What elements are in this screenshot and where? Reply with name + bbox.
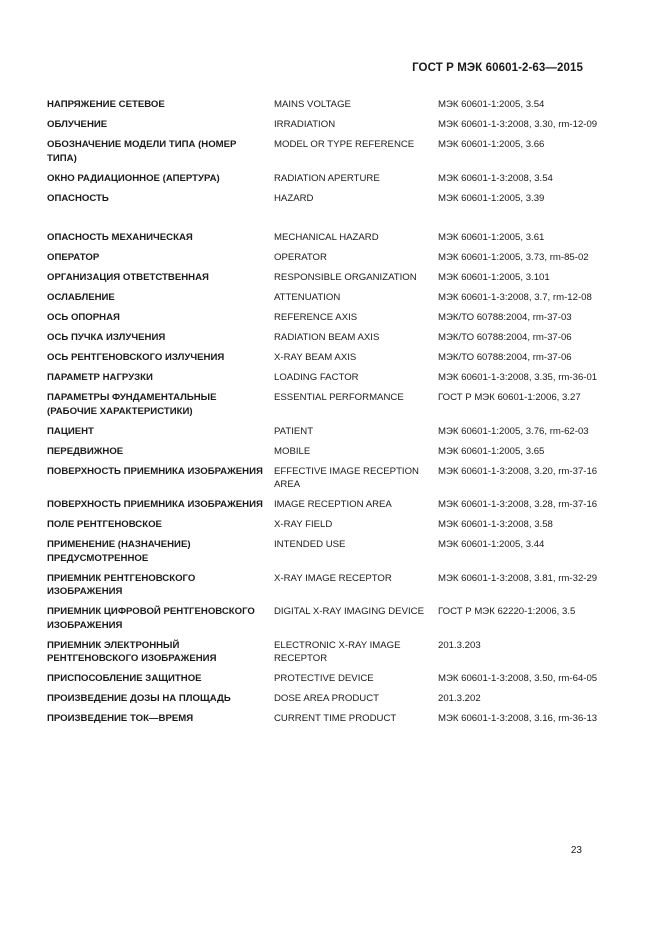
term-reference: МЭК 60601-1:2005, 3.44	[438, 539, 545, 550]
table-row	[47, 231, 607, 245]
term-en: REFERENCE AXIS	[274, 312, 358, 323]
table-row	[47, 425, 607, 439]
table-row	[47, 672, 607, 686]
table-row	[47, 271, 607, 285]
term-en: ELECTRONIC X-RAY IMAGE RECEPTOR	[274, 639, 401, 664]
term-ru: ПАРАМЕТР НАГРУЗКИ	[47, 372, 153, 383]
table-row	[47, 639, 607, 666]
term-ru: ОБОЗНАЧЕНИЕ МОДЕЛИ ТИПА (НОМЕР ТИПА)	[47, 139, 237, 164]
term-ru: ОСЬ РЕНТГЕНОВСКОГО ИЗЛУЧЕНИЯ	[47, 352, 225, 363]
term-en: RADIATION BEAM AXIS	[274, 332, 380, 343]
table-row	[47, 371, 607, 385]
term-ru: ОПЕРАТОР	[47, 252, 100, 263]
table-row	[47, 331, 607, 345]
term-en: INTENDED USE	[274, 539, 346, 550]
table-row	[47, 311, 607, 325]
term-en: MAINS VOLTAGE	[274, 99, 351, 110]
table-row	[47, 712, 607, 726]
term-en: DOSE AREA PRODUCT	[274, 693, 380, 704]
table-row	[47, 605, 607, 632]
term-reference: МЭК 60601-1-3:2008, 3.16, rm-36-13	[438, 713, 598, 724]
table-row	[47, 445, 607, 459]
term-reference: ГОСТ Р МЭК 62220-1:2006, 3.5	[438, 606, 576, 617]
term-reference: МЭК/ТО 60788:2004, rm-37-03	[438, 312, 572, 323]
term-ru: ОРГАНИЗАЦИЯ ОТВЕТСТВЕННАЯ	[47, 272, 209, 283]
term-reference: МЭК 60601-1-3:2008, 3.58	[438, 519, 553, 530]
table-row	[47, 118, 607, 132]
term-reference: МЭК 60601-1-3:2008, 3.81, rm-32-29	[438, 572, 598, 584]
table-row	[47, 572, 607, 599]
term-en: DIGITAL X-RAY IMAGING DEVICE	[274, 606, 424, 617]
table-row	[47, 98, 607, 112]
terms-table	[47, 98, 607, 732]
term-ru: ОКНО РАДИАЦИОННОЕ (АПЕРТУРА)	[47, 172, 220, 184]
document-header: ГОСТ Р МЭК 60601-2-63—2015	[412, 62, 583, 74]
term-reference: МЭК 60601-1:2005, 3.39	[438, 192, 545, 204]
table-row	[47, 538, 607, 565]
term-en: OPERATOR	[274, 252, 327, 263]
term-ru: ПРОИЗВЕДЕНИЕ ДОЗЫ НА ПЛОЩАДЬ	[47, 693, 231, 704]
term-ru: ПРИЕМНИК ЦИФРОВОЙ РЕНТГЕНОВСКОГО ИЗОБРАЖЕНИЯ	[47, 606, 255, 631]
term-reference: МЭК 60601-1:2005, 3.61	[438, 232, 545, 243]
term-ru: ПРОИЗВЕДЕНИЕ ТОК—ВРЕМЯ	[47, 713, 194, 724]
term-en: EFFECTIVE IMAGE RECEPTION AREA	[274, 465, 419, 490]
term-en: PATIENT	[274, 425, 314, 437]
term-reference: МЭК 60601-1:2005, 3.73, rm-85-02	[438, 252, 589, 263]
term-en: X-RAY FIELD	[274, 519, 333, 530]
term-reference: МЭК 60601-1:2005, 3.65	[438, 445, 545, 457]
term-ru: ПАЦИЕНТ	[47, 425, 94, 437]
table-row	[47, 251, 607, 265]
term-en: IRRADIATION	[274, 119, 336, 130]
term-en: MECHANICAL HAZARD	[274, 232, 379, 243]
term-reference: МЭК 60601-1-3:2008, 3.35, rm-36-01	[438, 372, 598, 383]
term-en: HAZARD	[274, 192, 314, 204]
term-ru: ОБЛУЧЕНИЕ	[47, 119, 108, 130]
term-reference: 201.3.203	[438, 639, 481, 651]
term-ru: ОПАСНОСТЬ	[47, 192, 109, 204]
table-row	[47, 391, 607, 418]
term-ru: ОСЛАБЛЕНИЕ	[47, 292, 115, 303]
term-reference: МЭК 60601-1-3:2008, 3.20, rm-37-16	[438, 465, 598, 477]
term-ru: ПРИЕМНИК РЕНТГЕНОВСКОГО ИЗОБРАЖЕНИЯ	[47, 572, 196, 597]
term-reference: МЭК 60601-1:2005, 3.76, rm-62-03	[438, 425, 589, 437]
term-ru: ПРИМЕНЕНИЕ (НАЗНАЧЕНИЕ) ПРЕДУСМОТРЕННОЕ	[47, 539, 191, 564]
term-ru: НАПРЯЖЕНИЕ СЕТЕВОЕ	[47, 99, 165, 110]
term-en: ATTENUATION	[274, 292, 341, 303]
term-reference: МЭК 60601-1-3:2008, 3.30, rm-12-09	[438, 119, 598, 130]
term-ru: ПОЛЕ РЕНТГЕНОВСКОЕ	[47, 519, 162, 530]
table-row	[47, 351, 607, 365]
term-ru: ПОВЕРХНОСТЬ ПРИЕМНИКА ИЗОБРАЖЕНИЯ	[47, 465, 263, 477]
term-en: X-RAY IMAGE RECEPTOR	[274, 572, 392, 584]
table-row	[47, 498, 607, 512]
table-row	[47, 465, 607, 492]
table-row	[47, 192, 607, 206]
term-reference: ГОСТ Р МЭК 60601-1:2006, 3.27	[438, 392, 581, 403]
term-reference: МЭК 60601-1-3:2008, 3.28, rm-37-16	[438, 499, 598, 510]
term-en: MODEL OR TYPE REFERENCE	[274, 139, 415, 150]
table-row	[47, 692, 607, 706]
term-reference: МЭК/ТО 60788:2004, rm-37-06	[438, 352, 572, 363]
term-reference: МЭК 60601-1:2005, 3.66	[438, 139, 545, 150]
term-reference: МЭК 60601-1:2005, 3.101	[438, 272, 550, 283]
term-en: X-RAY BEAM AXIS	[274, 352, 357, 363]
term-ru: ПРИСПОСОБЛЕНИЕ ЗАЩИТНОЕ	[47, 673, 202, 684]
term-ru: ОСЬ ОПОРНАЯ	[47, 312, 120, 323]
term-reference: МЭК 60601-1-3:2008, 3.54	[438, 172, 553, 184]
term-ru: ПЕРЕДВИЖНОЕ	[47, 445, 124, 457]
term-en: PROTECTIVE DEVICE	[274, 673, 374, 684]
term-en: CURRENT TIME PRODUCT	[274, 713, 397, 724]
term-ru: ОСЬ ПУЧКА ИЗЛУЧЕНИЯ	[47, 332, 166, 343]
table-row	[47, 518, 607, 532]
term-en: IMAGE RECEPTION AREA	[274, 499, 392, 510]
term-reference: МЭК 60601-1:2005, 3.54	[438, 99, 545, 110]
table-row	[47, 291, 607, 305]
term-en: RESPONSIBLE ORGANIZATION	[274, 272, 417, 283]
term-reference: МЭК 60601-1-3:2008, 3.7, rm-12-08	[438, 292, 592, 303]
term-reference: 201.3.202	[438, 693, 481, 704]
term-ru: ПОВЕРХНОСТЬ ПРИЕМНИКА ИЗОБРАЖЕНИЯ	[47, 499, 263, 510]
term-reference: МЭК/ТО 60788:2004, rm-37-06	[438, 332, 572, 343]
page-number: 23	[570, 845, 582, 856]
term-ru: ОПАСНОСТЬ МЕХАНИЧЕСКАЯ	[47, 232, 193, 243]
term-en: RADIATION APERTURE	[274, 172, 380, 184]
term-en: LOADING FACTOR	[274, 372, 359, 383]
table-row	[47, 138, 607, 165]
term-reference: МЭК 60601-1-3:2008, 3.50, rm-64-05	[438, 673, 598, 684]
term-ru: ПРИЕМНИК ЭЛЕКТРОННЫЙ РЕНТГЕНОВСКОГО ИЗОБРАЖЕНИЯ	[47, 639, 217, 664]
term-en: ESSENTIAL PERFORMANCE	[274, 392, 404, 403]
term-en: MOBILE	[274, 445, 311, 457]
table-row	[47, 172, 607, 186]
term-ru: ПАРАМЕТРЫ ФУНДАМЕНТАЛЬНЫЕ (РАБОЧИЕ ХАРАКТЕРИСТИКИ)	[47, 392, 217, 417]
